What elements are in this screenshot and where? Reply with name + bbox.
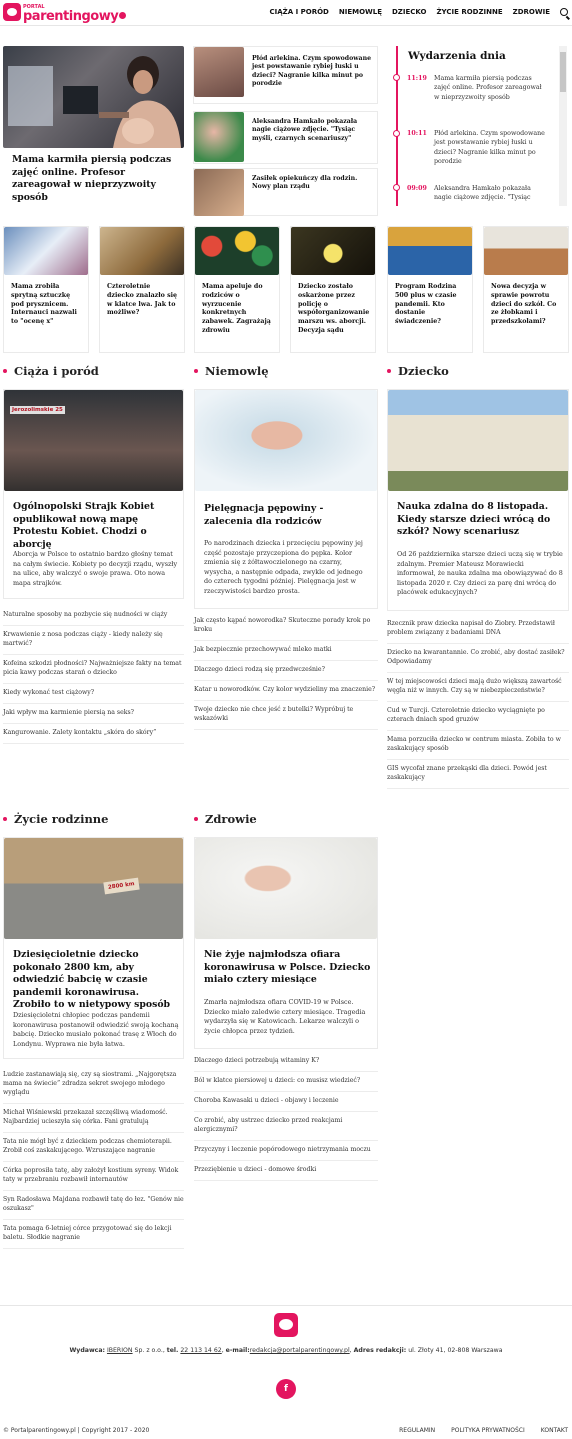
section-main-image bbox=[195, 390, 377, 491]
list-item[interactable]: Krwawienie z nosa podczas ciąży - kiedy należy się martwić? bbox=[3, 626, 184, 655]
list-item[interactable]: Dziecko na kwarantannie. Co zrobić, aby dostać zasiłek? Odpowiadamy bbox=[387, 644, 569, 673]
footer-logo-icon[interactable] bbox=[274, 1313, 298, 1337]
section-dot bbox=[387, 369, 391, 373]
main-nav bbox=[269, 8, 568, 16]
hero-side-image bbox=[194, 47, 244, 97]
row-card[interactable] bbox=[194, 226, 280, 353]
section-main-title[interactable]: Dziesięcioletnie dziecko pokonało 2800 km, aby odwiedzić babcię w czasie pandemii koronawirusa. Zrobiło to w nietypowy sposób bbox=[13, 949, 171, 1011]
list-item[interactable]: GIS wycofał znane przekąski dla dzieci. Powód jest zaskakujący bbox=[387, 760, 569, 789]
list-item[interactable]: Choroba Kawasaki u dzieci - objawy i leczenie bbox=[194, 1092, 378, 1112]
section-dot bbox=[194, 817, 198, 821]
list-item[interactable]: Kofeina szkodzi płodności? Najważniejsze fakty na temat picia kawy podczas starań o dziecko bbox=[3, 655, 184, 684]
section-main-lead: Od 26 października starsze dzieci uczą się w trybie zdalnym. Premier Mateusz Morawiecki informował, że nauka zdalna ma obowiązywać do 8 listopada 2020 r. Czy dzieci za parę dni wrócą do placówek edukacyjnych? bbox=[397, 550, 563, 597]
footer-divider bbox=[0, 1305, 572, 1306]
events-heading: Wydarzenia dnia bbox=[408, 50, 506, 62]
section-main-lead: Dziesięcioletni chłopiec podczas pandemii koronawirusa postanowił odwiedzić swoją kochaną babcię. Dziecko musiało pokonać trasę z Włoch do Londynu. Wyprawa nie była łatwa. bbox=[13, 1011, 179, 1048]
row-card-image bbox=[484, 227, 568, 275]
section-main-card[interactable] bbox=[3, 837, 184, 1059]
logo-portal-label: PORTAL bbox=[23, 4, 45, 10]
section-link-list bbox=[194, 612, 378, 730]
list-item[interactable]: Katar u noworodków. Czy kolor wydzieliny ma znaczenie? bbox=[194, 681, 378, 701]
row-card-title[interactable]: Czteroletnie dziecko znalazło się w klatce lwa. Jak to możliwe? bbox=[107, 283, 178, 317]
hero-side-title[interactable]: Zasiłek opiekuńczy dla rodzin. Nowy plan rządu bbox=[252, 175, 358, 191]
event-text[interactable]: Aleksandra Hamkało pokazała nagie ciążowe zdjęcie. "Tysiąc bbox=[434, 185, 531, 202]
row-card[interactable] bbox=[290, 226, 376, 353]
section-main-lead: Zmarła najmłodsza ofiara COVID-19 w Polsce. Dziecko miało zaledwie cztery miesiące. Tragedia wydarzyła się w Katowicach. Lekarze walczyli o życie chłopca przez tydzień. bbox=[204, 998, 366, 1035]
list-item[interactable]: Rzecznik praw dziecka napisał do Ziobry. Przedstawił problem związany z badaniami DNA bbox=[387, 615, 569, 644]
section-heading-zdrowie[interactable]: Zdrowie bbox=[194, 812, 257, 826]
facebook-icon[interactable]: f bbox=[276, 1379, 296, 1399]
cardboard-sign: 2800 km bbox=[103, 878, 139, 895]
section-dot bbox=[3, 369, 7, 373]
logo-name: parentingowy bbox=[23, 9, 119, 24]
events-scrollbar[interactable] bbox=[559, 46, 567, 206]
search-icon[interactable] bbox=[560, 8, 568, 16]
list-item[interactable]: Kiedy wykonać test ciążowy? bbox=[3, 684, 184, 704]
list-item[interactable]: Cud w Turcji. Czteroletnie dziecko wyciągnięte po czterach dniach spod gruzów bbox=[387, 702, 569, 731]
event-time: 09:09 bbox=[407, 185, 427, 192]
nav-item-zdrowie[interactable]: ZDROWIE bbox=[512, 8, 550, 16]
copyright: © Portalparentingowy.pl | Copyright 2017 - 2020 bbox=[3, 1427, 150, 1434]
list-item[interactable]: Córka poprosiła tatę, aby założył kostium syreny. Widok taty w przebraniu rozbawił internautów bbox=[3, 1162, 184, 1191]
list-item[interactable]: Jak często kąpać noworodka? Skuteczne porady krok po kroku bbox=[194, 612, 378, 641]
section-main-lead: Aborcja w Polsce to ostatnio bardzo głośny temat na całym świecie. Kobiety po decyzji rządu, wyszły na ulice, aby walczyć o swoje prawa. Oto nowa mapa strajków. bbox=[13, 550, 178, 587]
section-main-image bbox=[4, 838, 183, 939]
section-main-image bbox=[4, 390, 183, 491]
logo-icon bbox=[3, 3, 21, 21]
section-heading-niemowle[interactable]: Niemowlę bbox=[194, 364, 269, 378]
row-card-image bbox=[4, 227, 88, 275]
list-item[interactable]: Kangurowanie. Zalety kontaktu „skóra do skóry” bbox=[3, 724, 184, 744]
site-logo[interactable] bbox=[3, 3, 126, 24]
list-item[interactable]: Syn Radosława Majdana rozbawił tatę do łez. "Genów nie oszukasz" bbox=[3, 1191, 184, 1220]
hero-main-card[interactable] bbox=[3, 46, 184, 217]
row-card-title[interactable]: Mama apeluje do rodziców o wyrzucenie konkretnych zabawek. Zagrażają zdrowiu bbox=[202, 283, 271, 335]
hero-side-image bbox=[194, 112, 244, 162]
list-item[interactable]: Ludzie zastanawiają się, czy są siostrami. „Najgorętsza mama na świecie” zdradza sekret swojego młodego wyglądu bbox=[3, 1066, 184, 1104]
section-main-image bbox=[195, 838, 377, 939]
section-main-image bbox=[388, 390, 568, 491]
logo-pl-badge bbox=[119, 12, 126, 19]
hero-main-image bbox=[3, 46, 184, 148]
section-main-title[interactable]: Nauka zdalna do 8 listopada. Kiedy starsze dzieci wrócą do szkół? Nowy scenariusz bbox=[397, 501, 551, 538]
list-item[interactable]: Tata pomaga 6-letniej córce przygotować się do lekcji baletu. Słodkie nagranie bbox=[3, 1220, 184, 1249]
section-main-title[interactable]: Pielęgnacja pępowiny - zalecenia dla rodziców bbox=[204, 503, 324, 527]
list-item[interactable]: Twoje dziecko nie chce jeść z butelki? Wypróbuj te wskazówki bbox=[194, 701, 378, 730]
row-card-title[interactable]: Program Rodzina 500 plus w czasie pandemii. Kto dostanie świadczenie? bbox=[395, 283, 457, 326]
section-dot bbox=[194, 369, 198, 373]
nav-item-niemowle[interactable]: NIEMOWLĘ bbox=[338, 8, 382, 16]
row-card-image bbox=[195, 227, 279, 275]
street-sign: Jerozolimskie 25 bbox=[12, 407, 63, 413]
section-main-card[interactable] bbox=[194, 389, 378, 609]
section-main-card[interactable] bbox=[3, 389, 184, 599]
email-link[interactable]: redakcja@portalparentingowy.pl bbox=[249, 1347, 350, 1354]
publisher-link[interactable]: IBERION bbox=[106, 1347, 133, 1354]
top-bar bbox=[0, 0, 572, 26]
list-item[interactable]: W tej miejscowości dzieci mają dużo większą zawartość węgla niż w innych. Czy są w niebezpieczeństwie? bbox=[387, 673, 569, 702]
list-item[interactable]: Ból w klatce piersiowej u dzieci: co musisz wiedzieć? bbox=[194, 1072, 378, 1092]
row-card-title[interactable]: Nowa decyzja w sprawie powrotu dzieci do szkół. Co ze żłobkami i przedszkolami? bbox=[491, 283, 557, 326]
row-card[interactable] bbox=[387, 226, 473, 353]
section-heading-dziecko[interactable]: Dziecko bbox=[387, 364, 449, 378]
section-link-list bbox=[3, 606, 184, 744]
section-main-card[interactable] bbox=[387, 389, 569, 611]
hero-side-title[interactable]: Płód arlekina. Czym spowodowane jest powstawanie rybiej łuski u dzieci? Nagranie kilka minut po porodzie bbox=[252, 55, 372, 88]
list-item[interactable]: Mama porzuciła dziecko w centrum miasta. Zobiła to w zaskakujący sposób bbox=[387, 731, 569, 760]
list-item[interactable]: Dlaczego dzieci rodzą się przedwcześnie? bbox=[194, 661, 378, 681]
row-card-title[interactable]: Dziecko zostało oskarżone przez policję o współorganizowanie marszu ws. aborcji. Decyzja sądu bbox=[298, 283, 370, 335]
footer-link-kontakt[interactable]: KONTAKT bbox=[540, 1427, 568, 1434]
hero-side-title[interactable]: Aleksandra Hamkało pokazała nagie ciążowe zdjęcie. "Tysiąc myśli, czarnych scenariuszy" bbox=[252, 118, 358, 142]
events-panel bbox=[388, 46, 569, 211]
event-text[interactable]: Płód arlekina. Czym spowodowane jest powstawanie rybiej łuski u dzieci? Nagranie kilka minut po porodzie bbox=[434, 130, 545, 166]
list-item[interactable]: Co zrobić, aby ustrzec dziecko przed reakcjami alergicznymi? bbox=[194, 1112, 378, 1141]
hero-main-title[interactable]: Mama karmiła piersią podczas zajęć online. Profesor zareagował w nieprzyzwoity sposób bbox=[12, 154, 172, 203]
section-dot bbox=[3, 817, 7, 821]
row-card[interactable] bbox=[483, 226, 569, 353]
row-card-image bbox=[291, 227, 375, 275]
nav-item-zycie[interactable]: ŻYCIE RODZINNE bbox=[436, 8, 503, 16]
row-card[interactable] bbox=[3, 226, 89, 353]
section-link-list bbox=[194, 1052, 378, 1181]
section-main-title[interactable]: Ogólnopolski Strajk Kobiet opublikował nową mapę Protestu Kobiet. Chodzi o aborcję bbox=[13, 501, 155, 550]
row-card-image bbox=[100, 227, 184, 275]
section-main-title[interactable]: Nie żyje najmłodsza ofiara koronawirusa w Polsce. Dziecko miało cztery miesiące bbox=[204, 949, 371, 986]
section-link-list bbox=[387, 615, 569, 789]
event-time: 10:11 bbox=[407, 130, 427, 137]
events-timeline bbox=[396, 46, 398, 206]
row-card-title[interactable]: Mama zrobiła sprytną sztuczkę pod prysznicem. Internauci nazwali to "ocenę x" bbox=[11, 283, 77, 326]
hero-side-card[interactable] bbox=[193, 111, 378, 164]
footer-publisher: Wydawca: IBERION Sp. z o.o., tel. 22 113 14 62, e-mail:redakcja@portalparentingowy.pl, Adres redakcji: ul. Złoty 41, 02-808 Warszawa bbox=[69, 1347, 503, 1354]
list-item[interactable]: Jak bezpiecznie przechowywać mleko matki bbox=[194, 641, 378, 661]
section-main-lead: Po narodzinach dziecka i przecięciu pępowiny jej część pozostaje przyczepiona do pępka. Kolor zmienia się z żółtawoczielonego na czarny, wysycha, a następnie odpada, zwykle od jednego do czterech tygodni później. Pielęgnacja jest w rzeczywistości bardzo prosta. bbox=[204, 539, 363, 596]
list-item[interactable]: Dlaczego dzieci potrzebują witaminy K? bbox=[194, 1052, 378, 1072]
section-heading-ciaza[interactable]: Ciąża i poród bbox=[3, 364, 99, 378]
event-time: 11:19 bbox=[407, 75, 427, 82]
list-item[interactable]: Przyczyny i leczenie popórodowego nietrzymania moczu bbox=[194, 1141, 378, 1161]
event-text[interactable]: Mama karmiła piersią podczas zajęć online. Profesor zareagował w nieprzyzwoity sposób bbox=[434, 75, 542, 101]
section-link-list bbox=[3, 1066, 184, 1249]
hero-side-card[interactable] bbox=[193, 168, 378, 216]
footer-link-polityka[interactable]: POLITYKA PRYWATNOŚCI bbox=[451, 1427, 525, 1434]
list-item[interactable]: Jaki wpływ ma karmienie piersią na seks? bbox=[3, 704, 184, 724]
nav-item-ciaza[interactable]: CIĄŻA I PORÓD bbox=[269, 8, 329, 16]
nav-item-dziecko[interactable]: DZIECKO bbox=[391, 8, 427, 16]
footer-link-regulamin[interactable]: REGULAMIN bbox=[399, 1427, 436, 1434]
hero-side-card[interactable] bbox=[193, 46, 378, 104]
phone-link[interactable]: 22 113 14 62 bbox=[180, 1347, 222, 1354]
section-main-card[interactable] bbox=[194, 837, 378, 1049]
row-card-image bbox=[388, 227, 472, 275]
footer-links bbox=[399, 1427, 568, 1434]
list-item[interactable]: Przeziębienie u dzieci - domowe środki bbox=[194, 1161, 378, 1181]
section-heading-zycie[interactable]: Życie rodzinne bbox=[3, 812, 108, 826]
list-item[interactable]: Tata nie mógł być z dzieckiem podczas chemioterapii. Zrobił coś zaskakującego. Wzruszające nagranie bbox=[3, 1133, 184, 1162]
hero-side-image bbox=[194, 169, 244, 216]
hero-main-photo bbox=[3, 46, 184, 148]
row-card[interactable] bbox=[99, 226, 185, 353]
list-item[interactable]: Naturalne sposoby na pozbycie się nudności w ciąży bbox=[3, 606, 184, 626]
list-item[interactable]: Michał Wiśniewski przekazał szczęśliwą wiadomość. Najbardziej ucieszyła się córka. Fani gratulują bbox=[3, 1104, 184, 1133]
